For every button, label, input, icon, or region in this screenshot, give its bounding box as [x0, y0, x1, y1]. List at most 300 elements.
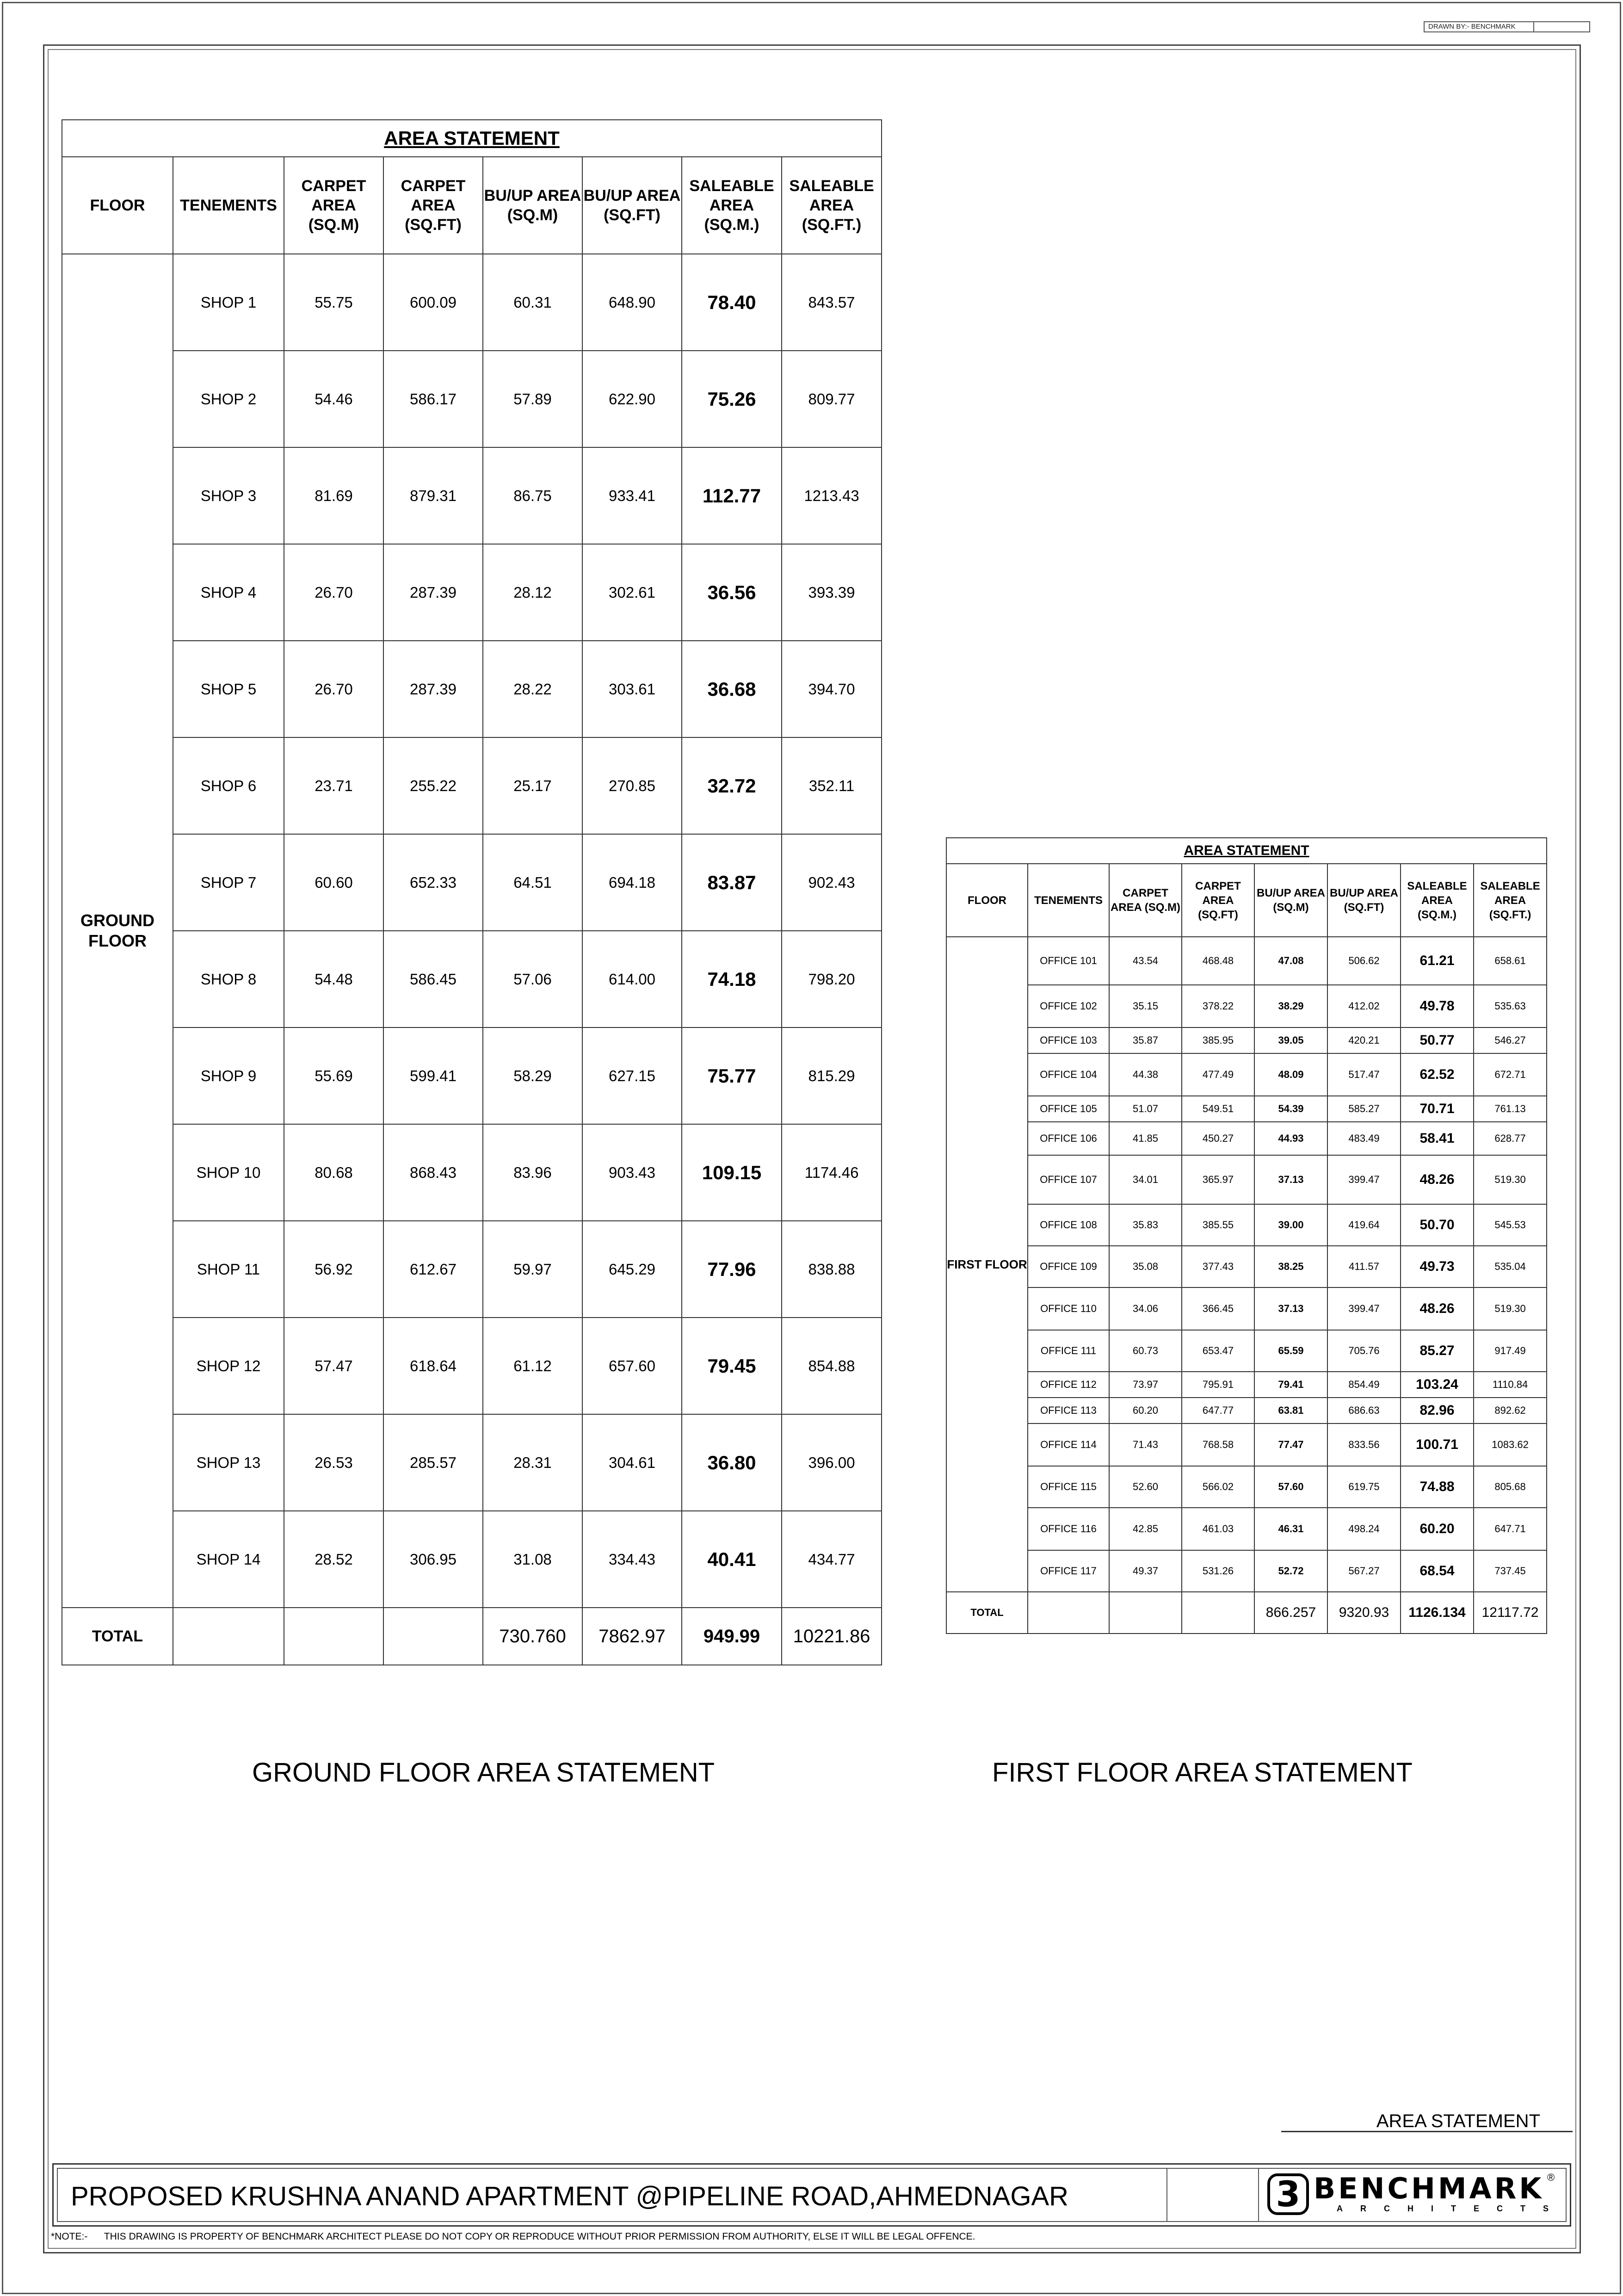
area-value: 54.39 [1254, 1096, 1327, 1122]
area-value: 619.75 [1327, 1466, 1401, 1508]
area-value: 622.90 [582, 351, 682, 447]
area-value: 892.62 [1474, 1398, 1547, 1423]
area-value: 55.69 [284, 1027, 383, 1124]
area-value: 47.08 [1254, 937, 1327, 985]
area-value: 903.43 [582, 1124, 682, 1221]
area-value: 40.41 [682, 1511, 782, 1608]
area-value: 35.83 [1109, 1204, 1182, 1246]
area-value: 64.51 [483, 834, 582, 931]
area-value: 50.70 [1401, 1204, 1474, 1246]
table-row [62, 1124, 882, 1221]
area-value: 302.61 [582, 544, 682, 641]
area-value: 468.48 [1182, 937, 1254, 985]
area-value: 652.33 [383, 834, 483, 931]
area-value: 79.45 [682, 1318, 782, 1414]
area-value: 385.95 [1182, 1027, 1254, 1053]
area-value: 39.00 [1254, 1204, 1327, 1246]
area-value: 686.63 [1327, 1398, 1401, 1423]
area-value: 79.41 [1254, 1372, 1327, 1398]
area-value: 450.27 [1182, 1122, 1254, 1155]
area-value: 854.88 [782, 1318, 882, 1414]
drawn-by-label: DRAWN BY:- BENCHMARK [1424, 21, 1590, 32]
tenement-name: SHOP 11 [173, 1221, 284, 1318]
tenement-name: SHOP 3 [173, 447, 284, 544]
area-value: 805.68 [1474, 1466, 1547, 1508]
tenement-name: SHOP 7 [173, 834, 284, 931]
logo-badge: 3 [1267, 2173, 1309, 2215]
tenement-name: SHOP 13 [173, 1414, 284, 1511]
tenement-name: OFFICE 113 [1028, 1398, 1109, 1423]
area-value: 58.41 [1401, 1122, 1474, 1155]
total-value: 9320.93 [1327, 1592, 1401, 1634]
area-value: 82.96 [1401, 1398, 1474, 1423]
area-value: 78.40 [682, 254, 782, 351]
area-value: 287.39 [383, 641, 483, 737]
area-value: 60.73 [1109, 1330, 1182, 1372]
area-value: 304.61 [582, 1414, 682, 1511]
area-value: 26.70 [284, 544, 383, 641]
area-value: 61.12 [483, 1318, 582, 1414]
area-value: 26.70 [284, 641, 383, 737]
area-value: 303.61 [582, 641, 682, 737]
total-value: 12117.72 [1474, 1592, 1547, 1634]
area-value: 59.97 [483, 1221, 582, 1318]
table-row [62, 737, 882, 834]
area-value: 618.64 [383, 1318, 483, 1414]
table-row [946, 937, 1547, 985]
table-row [62, 351, 882, 447]
area-value: 854.49 [1327, 1372, 1401, 1398]
column-header: TENEMENTS [173, 157, 284, 254]
area-value: 647.71 [1474, 1508, 1547, 1550]
area-value: 63.81 [1254, 1398, 1327, 1423]
table-row [946, 1466, 1547, 1508]
total-value: 949.99 [682, 1608, 782, 1665]
column-header: CARPET AREA (SQ.M) [1109, 864, 1182, 937]
area-value: 42.85 [1109, 1508, 1182, 1550]
area-value: 52.60 [1109, 1466, 1182, 1508]
area-value: 60.20 [1109, 1398, 1182, 1423]
tenement-name: SHOP 1 [173, 254, 284, 351]
ground-floor-area-table [62, 119, 882, 1665]
area-value: 46.31 [1254, 1508, 1327, 1550]
area-value: 483.49 [1327, 1122, 1401, 1155]
area-value: 60.20 [1401, 1508, 1474, 1550]
area-value: 586.17 [383, 351, 483, 447]
table-row [62, 1027, 882, 1124]
area-value: 77.47 [1254, 1423, 1327, 1466]
drawn-by-blank-cell [1533, 21, 1590, 32]
area-value: 434.77 [782, 1511, 882, 1608]
area-value: 843.57 [782, 254, 882, 351]
note-prefix: *NOTE:- [51, 2231, 88, 2242]
tenement-name: SHOP 4 [173, 544, 284, 641]
area-value: 35.15 [1109, 985, 1182, 1027]
area-value: 57.47 [284, 1318, 383, 1414]
total-value: 730.760 [483, 1608, 582, 1665]
area-value: 815.29 [782, 1027, 882, 1124]
area-value: 73.97 [1109, 1372, 1182, 1398]
area-value: 399.47 [1327, 1287, 1401, 1330]
area-value: 58.29 [483, 1027, 582, 1124]
tenement-name: OFFICE 106 [1028, 1122, 1109, 1155]
area-value: 549.51 [1182, 1096, 1254, 1122]
ground-floor-caption: GROUND FLOOR AREA STATEMENT [252, 1758, 715, 1788]
area-value: 38.25 [1254, 1246, 1327, 1287]
column-header: FLOOR [62, 157, 173, 254]
column-header: FLOOR [946, 864, 1028, 937]
area-value: 60.31 [483, 254, 582, 351]
table-row [946, 1423, 1547, 1466]
area-value: 71.43 [1109, 1423, 1182, 1466]
tenement-name: OFFICE 104 [1028, 1053, 1109, 1096]
column-header: CARPET AREA (SQ.FT) [1182, 864, 1254, 937]
logo-wordmark: BENCHMARK [1314, 2172, 1544, 2205]
column-header: SALEABLE AREA (SQ.FT.) [1474, 864, 1547, 937]
tenement-name: OFFICE 109 [1028, 1246, 1109, 1287]
area-value: 657.60 [582, 1318, 682, 1414]
area-value: 28.22 [483, 641, 582, 737]
total-value: 866.257 [1254, 1592, 1327, 1634]
total-label: TOTAL [62, 1608, 173, 1665]
area-value: 100.71 [1401, 1423, 1474, 1466]
table-row [946, 1053, 1547, 1096]
area-value: 694.18 [582, 834, 682, 931]
sheet-name: AREA STATEMENT [1281, 2111, 1573, 2132]
table-row [946, 1287, 1547, 1330]
column-header: TENEMENTS [1028, 864, 1109, 937]
area-value: 255.22 [383, 737, 483, 834]
table-row [946, 1204, 1547, 1246]
area-value: 737.45 [1474, 1550, 1547, 1592]
area-value: 419.64 [1327, 1204, 1401, 1246]
area-value: 34.06 [1109, 1287, 1182, 1330]
area-value: 394.70 [782, 641, 882, 737]
column-header: SALEABLE AREA (SQ.FT.) [782, 157, 882, 254]
area-value: 566.02 [1182, 1466, 1254, 1508]
area-value: 83.87 [682, 834, 782, 931]
total-label: TOTAL [946, 1592, 1028, 1634]
tenement-name: SHOP 12 [173, 1318, 284, 1414]
note-text: THIS DRAWING IS PROPERTY OF BENCHMARK ARCHITECT PLEASE DO NOT COPY OR REPRODUCE WITHOUT PRIOR PERMISSION FROM AUTHORITY, ELSE IT WILL BE LEGAL OFFENCE. [104, 2231, 975, 2242]
area-value: 795.91 [1182, 1372, 1254, 1398]
area-value: 879.31 [383, 447, 483, 544]
empty-cell [284, 1608, 383, 1665]
tenement-name: SHOP 10 [173, 1124, 284, 1221]
area-value: 366.45 [1182, 1287, 1254, 1330]
empty-cell [1028, 1592, 1109, 1634]
area-value: 1083.62 [1474, 1423, 1547, 1466]
table-title: AREA STATEMENT [62, 120, 882, 157]
table-row [946, 1027, 1547, 1053]
area-value: 52.72 [1254, 1550, 1327, 1592]
area-value: 902.43 [782, 834, 882, 931]
tenement-name: OFFICE 112 [1028, 1372, 1109, 1398]
area-value: 44.38 [1109, 1053, 1182, 1096]
area-value: 41.85 [1109, 1122, 1182, 1155]
area-value: 270.85 [582, 737, 682, 834]
area-value: 80.68 [284, 1124, 383, 1221]
tenement-name: OFFICE 114 [1028, 1423, 1109, 1466]
area-value: 54.46 [284, 351, 383, 447]
table-row [62, 1221, 882, 1318]
area-value: 61.21 [1401, 937, 1474, 985]
column-header: BU/UP AREA (SQ.FT) [582, 157, 682, 254]
area-value: 57.06 [483, 931, 582, 1027]
area-value: 1213.43 [782, 447, 882, 544]
tenement-name: SHOP 5 [173, 641, 284, 737]
area-value: 396.00 [782, 1414, 882, 1511]
area-value: 48.09 [1254, 1053, 1327, 1096]
tenement-name: OFFICE 115 [1028, 1466, 1109, 1508]
area-value: 57.89 [483, 351, 582, 447]
area-value: 39.05 [1254, 1027, 1327, 1053]
area-value: 36.80 [682, 1414, 782, 1511]
tenement-name: OFFICE 105 [1028, 1096, 1109, 1122]
area-value: 43.54 [1109, 937, 1182, 985]
table-row [62, 641, 882, 737]
floor-label: GROUND FLOOR [62, 254, 173, 1608]
area-value: 833.56 [1327, 1423, 1401, 1466]
area-value: 65.59 [1254, 1330, 1327, 1372]
area-value: 85.27 [1401, 1330, 1474, 1372]
area-value: 519.30 [1474, 1287, 1547, 1330]
registered-mark: ® [1547, 2172, 1555, 2183]
area-value: 75.26 [682, 351, 782, 447]
total-value: 7862.97 [582, 1608, 682, 1665]
area-value: 60.60 [284, 834, 383, 931]
area-value: 50.77 [1401, 1027, 1474, 1053]
area-value: 68.54 [1401, 1550, 1474, 1592]
area-value: 77.96 [682, 1221, 782, 1318]
area-value: 517.47 [1327, 1053, 1401, 1096]
tenement-name: SHOP 2 [173, 351, 284, 447]
area-value: 285.57 [383, 1414, 483, 1511]
area-value: 917.49 [1474, 1330, 1547, 1372]
table-row [62, 1414, 882, 1511]
disclaimer-note [51, 2231, 975, 2242]
area-value: 420.21 [1327, 1027, 1401, 1053]
tenement-name: OFFICE 102 [1028, 985, 1109, 1027]
total-row [62, 1608, 882, 1665]
column-header: CARPET AREA (SQ.M) [284, 157, 383, 254]
area-value: 535.04 [1474, 1246, 1547, 1287]
area-value: 545.53 [1474, 1204, 1547, 1246]
tenement-name: OFFICE 110 [1028, 1287, 1109, 1330]
area-value: 672.71 [1474, 1053, 1547, 1096]
area-value: 411.57 [1327, 1246, 1401, 1287]
area-value: 628.77 [1474, 1122, 1547, 1155]
project-title: PROPOSED KRUSHNA ANAND APARTMENT @PIPELINE ROAD,AHMEDNAGAR [71, 2181, 1069, 2211]
area-value: 57.60 [1254, 1466, 1327, 1508]
area-value: 705.76 [1327, 1330, 1401, 1372]
table-row [946, 1246, 1547, 1287]
area-value: 385.55 [1182, 1204, 1254, 1246]
area-value: 32.72 [682, 737, 782, 834]
table-row [946, 1398, 1547, 1423]
empty-cell [383, 1608, 483, 1665]
table-row [62, 834, 882, 931]
tenement-name: OFFICE 101 [1028, 937, 1109, 985]
area-value: 531.26 [1182, 1550, 1254, 1592]
area-value: 75.77 [682, 1027, 782, 1124]
area-value: 31.08 [483, 1511, 582, 1608]
area-value: 28.52 [284, 1511, 383, 1608]
area-value: 55.75 [284, 254, 383, 351]
area-value: 412.02 [1327, 985, 1401, 1027]
area-value: 28.12 [483, 544, 582, 641]
table-row [946, 1122, 1547, 1155]
area-value: 868.43 [383, 1124, 483, 1221]
area-value: 399.47 [1327, 1155, 1401, 1204]
area-value: 54.48 [284, 931, 383, 1027]
area-value: 586.45 [383, 931, 483, 1027]
first-floor-area-table [946, 837, 1547, 1634]
area-value: 38.29 [1254, 985, 1327, 1027]
tenement-name: OFFICE 111 [1028, 1330, 1109, 1372]
total-value: 10221.86 [782, 1608, 882, 1665]
area-value: 612.67 [383, 1221, 483, 1318]
column-header: SALEABLE AREA (SQ.M.) [1401, 864, 1474, 937]
tenement-name: SHOP 14 [173, 1511, 284, 1608]
area-value: 62.52 [1401, 1053, 1474, 1096]
table-row [62, 931, 882, 1027]
area-value: 519.30 [1474, 1155, 1547, 1204]
area-value: 546.27 [1474, 1027, 1547, 1053]
tenement-name: OFFICE 107 [1028, 1155, 1109, 1204]
benchmark-logo [1267, 2172, 1566, 2218]
table-row [62, 1318, 882, 1414]
area-value: 23.71 [284, 737, 383, 834]
table-row [62, 254, 882, 351]
area-value: 768.58 [1182, 1423, 1254, 1466]
area-value: 83.96 [483, 1124, 582, 1221]
area-value: 287.39 [383, 544, 483, 641]
area-value: 567.27 [1327, 1550, 1401, 1592]
area-value: 44.93 [1254, 1122, 1327, 1155]
area-value: 627.15 [582, 1027, 682, 1124]
tenement-name: SHOP 6 [173, 737, 284, 834]
area-value: 1110.84 [1474, 1372, 1547, 1398]
area-value: 614.00 [582, 931, 682, 1027]
area-value: 70.71 [1401, 1096, 1474, 1122]
area-value: 393.39 [782, 544, 882, 641]
area-value: 334.43 [582, 1511, 682, 1608]
table-row [946, 985, 1547, 1027]
column-header: BU/UP AREA (SQ.M) [483, 157, 582, 254]
area-value: 933.41 [582, 447, 682, 544]
area-value: 798.20 [782, 931, 882, 1027]
area-value: 648.90 [582, 254, 682, 351]
area-value: 37.13 [1254, 1287, 1327, 1330]
area-value: 86.75 [483, 447, 582, 544]
area-value: 48.26 [1401, 1287, 1474, 1330]
area-value: 49.37 [1109, 1550, 1182, 1592]
area-value: 377.43 [1182, 1246, 1254, 1287]
area-value: 81.69 [284, 447, 383, 544]
area-value: 74.88 [1401, 1466, 1474, 1508]
empty-cell [1109, 1592, 1182, 1634]
tenement-name: SHOP 9 [173, 1027, 284, 1124]
area-value: 658.61 [1474, 937, 1547, 985]
column-header: BU/UP AREA (SQ.FT) [1327, 864, 1401, 937]
table-row [946, 1372, 1547, 1398]
column-header: CARPET AREA (SQ.FT) [383, 157, 483, 254]
area-value: 647.77 [1182, 1398, 1254, 1423]
total-value: 1126.134 [1401, 1592, 1474, 1634]
area-value: 26.53 [284, 1414, 383, 1511]
area-value: 535.63 [1474, 985, 1547, 1027]
table-row [62, 447, 882, 544]
floor-label: FIRST FLOOR [946, 937, 1028, 1592]
area-value: 306.95 [383, 1511, 483, 1608]
area-value: 56.92 [284, 1221, 383, 1318]
table-row [62, 1511, 882, 1608]
first-floor-caption: FIRST FLOOR AREA STATEMENT [992, 1758, 1413, 1788]
title-block-divider [1258, 2168, 1259, 2222]
area-value: 49.73 [1401, 1246, 1474, 1287]
area-value: 35.08 [1109, 1246, 1182, 1287]
tenement-name: OFFICE 117 [1028, 1550, 1109, 1592]
area-value: 809.77 [782, 351, 882, 447]
area-value: 477.49 [1182, 1053, 1254, 1096]
area-value: 34.01 [1109, 1155, 1182, 1204]
area-value: 365.97 [1182, 1155, 1254, 1204]
logo-subtitle: ARCHITECTS [1337, 2204, 1566, 2213]
table-row [946, 1155, 1547, 1204]
area-value: 25.17 [483, 737, 582, 834]
area-value: 36.56 [682, 544, 782, 641]
area-value: 838.88 [782, 1221, 882, 1318]
area-value: 109.15 [682, 1124, 782, 1221]
title-block-divider [1166, 2168, 1167, 2222]
tenement-name: OFFICE 116 [1028, 1508, 1109, 1550]
area-value: 352.11 [782, 737, 882, 834]
area-value: 112.77 [682, 447, 782, 544]
table-row [946, 1096, 1547, 1122]
area-value: 37.13 [1254, 1155, 1327, 1204]
tenement-name: SHOP 8 [173, 931, 284, 1027]
area-value: 35.87 [1109, 1027, 1182, 1053]
area-value: 506.62 [1327, 937, 1401, 985]
table-title: AREA STATEMENT [946, 838, 1547, 864]
area-value: 28.31 [483, 1414, 582, 1511]
table-row [946, 1550, 1547, 1592]
area-value: 585.27 [1327, 1096, 1401, 1122]
table-row [946, 1508, 1547, 1550]
area-value: 498.24 [1327, 1508, 1401, 1550]
tenement-name: OFFICE 108 [1028, 1204, 1109, 1246]
area-value: 599.41 [383, 1027, 483, 1124]
table-row [62, 544, 882, 641]
area-value: 378.22 [1182, 985, 1254, 1027]
empty-cell [1182, 1592, 1254, 1634]
area-value: 600.09 [383, 254, 483, 351]
area-value: 653.47 [1182, 1330, 1254, 1372]
area-value: 103.24 [1401, 1372, 1474, 1398]
area-value: 761.13 [1474, 1096, 1547, 1122]
empty-cell [173, 1608, 284, 1665]
area-value: 645.29 [582, 1221, 682, 1318]
area-value: 49.78 [1401, 985, 1474, 1027]
total-row [946, 1592, 1547, 1634]
column-header: SALEABLE AREA (SQ.M.) [682, 157, 782, 254]
area-value: 51.07 [1109, 1096, 1182, 1122]
area-value: 74.18 [682, 931, 782, 1027]
tenement-name: OFFICE 103 [1028, 1027, 1109, 1053]
area-value: 48.26 [1401, 1155, 1474, 1204]
area-value: 36.68 [682, 641, 782, 737]
